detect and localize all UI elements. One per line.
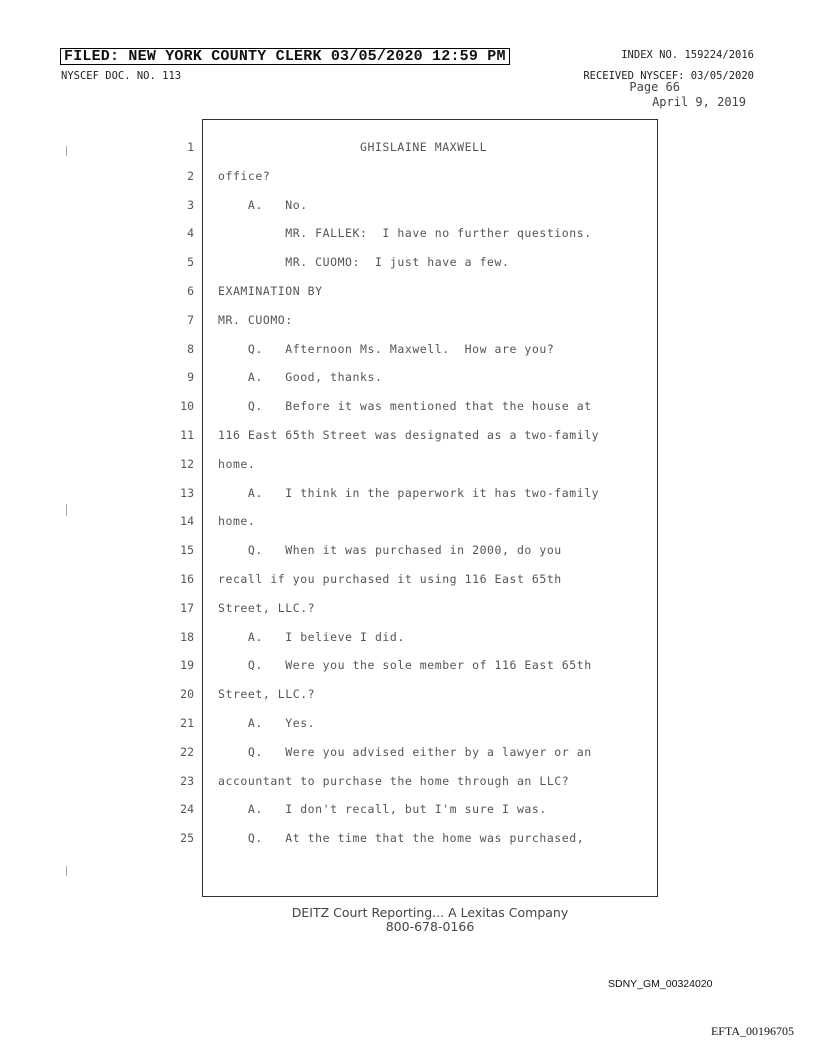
line-text: Q. Were you advised either by a lawyer or an	[218, 744, 592, 759]
index-number: INDEX NO. 159224/2016	[621, 49, 754, 61]
transcript-line	[0, 514, 816, 534]
line-number: 13	[180, 485, 194, 500]
filed-stamp: FILED: NEW YORK COUNTY CLERK 03/05/2020 12:59 PM	[60, 48, 510, 65]
transcript-date: April 9, 2019	[652, 95, 746, 109]
line-text: home.	[218, 514, 256, 529]
line-number: 14	[180, 514, 194, 529]
transcript-line	[0, 774, 816, 794]
line-number: 12	[180, 456, 194, 471]
line-number: 6	[187, 284, 194, 298]
line-text: 116 East 65th Street was designated as a two-family	[218, 428, 600, 442]
transcript-line	[0, 745, 816, 765]
line-number: 18	[180, 629, 194, 644]
transcript-line	[0, 572, 816, 592]
efta-number: EFTA_00196705	[710, 1024, 794, 1038]
line-text: GHISLAINE MAXWELL	[360, 140, 488, 154]
line-text: recall if you purchased it using 116 East 65th	[218, 572, 562, 586]
transcript-line	[0, 226, 816, 246]
line-number: 2	[187, 168, 194, 183]
margin-mark	[66, 146, 67, 156]
line-text: Q. Were you the sole member of 116 East 65th	[218, 658, 592, 673]
margin-mark	[66, 504, 67, 516]
line-number: 23	[180, 773, 194, 788]
line-number: 24	[180, 802, 194, 817]
transcript-line	[0, 601, 816, 621]
line-text: Street, LLC.?	[218, 600, 316, 615]
line-text: Q. Afternoon Ms. Maxwell. How are you?	[218, 341, 555, 356]
line-text: office?	[218, 168, 271, 183]
transcript-line	[0, 169, 816, 189]
page-number: Page 66	[629, 80, 680, 94]
line-text: A. I don't recall, but I'm sure I was.	[218, 802, 547, 817]
line-text: A. I believe I did.	[218, 629, 405, 644]
line-number: 9	[187, 370, 194, 385]
line-number: 15	[180, 543, 194, 558]
line-number: 8	[187, 341, 194, 356]
line-number: 22	[180, 744, 194, 759]
line-text: MR. CUOMO: I just have a few.	[218, 255, 510, 270]
transcript-line	[0, 198, 816, 218]
transcript-line	[0, 342, 816, 362]
line-text: A. No.	[218, 197, 308, 212]
transcript-line	[0, 687, 816, 707]
line-number: 4	[187, 226, 194, 241]
line-number: 17	[180, 600, 194, 615]
received-date: RECEIVED NYSCEF: 03/05/2020	[583, 70, 754, 82]
line-number: 5	[187, 255, 194, 270]
line-text: MR. CUOMO:	[218, 312, 293, 327]
transcript-line	[0, 716, 816, 736]
footer-company: DEITZ Court Reporting... A Lexitas Company	[291, 905, 569, 920]
transcript-line	[0, 313, 816, 333]
line-number: 25	[180, 831, 194, 846]
line-number: 10	[180, 399, 194, 414]
line-text: EXAMINATION BY	[218, 284, 323, 298]
line-text: home.	[218, 456, 256, 471]
line-text: Q. When it was purchased in 2000, do you	[218, 543, 562, 558]
margin-mark	[66, 866, 67, 876]
line-text: Q. At the time that the home was purchased,	[218, 831, 585, 846]
line-number: 20	[180, 687, 194, 702]
line-text: A. Yes.	[218, 716, 316, 730]
transcript-line	[0, 399, 816, 419]
transcript-line	[0, 140, 816, 160]
line-text: A. I think in the paperwork it has two-family	[218, 485, 600, 500]
transcript-line	[0, 486, 816, 506]
transcript-line	[0, 630, 816, 650]
transcript-line	[0, 428, 816, 448]
line-text: accountant to purchase the home through an LLC?	[218, 773, 570, 788]
transcript-line	[0, 284, 816, 304]
line-number: 19	[180, 658, 194, 673]
transcript-line	[0, 658, 816, 678]
line-number: 11	[180, 428, 194, 442]
footer-phone: 800-678-0166	[385, 919, 475, 934]
line-number: 3	[187, 197, 194, 212]
line-text: A. Good, thanks.	[218, 370, 383, 385]
page-header	[629, 80, 746, 110]
transcript-line	[0, 370, 816, 390]
transcript-line	[0, 802, 816, 822]
line-number: 16	[180, 572, 194, 586]
transcript-line	[0, 831, 816, 851]
line-text: Q. Before it was mentioned that the house at	[218, 399, 592, 414]
line-number: 7	[187, 312, 194, 327]
line-text: MR. FALLEK: I have no further questions.	[218, 226, 592, 241]
transcript-line	[0, 255, 816, 275]
nyscef-doc-number: NYSCEF DOC. NO. 113	[61, 70, 182, 82]
line-number: 21	[180, 716, 194, 730]
line-text: Street, LLC.?	[218, 687, 316, 702]
line-number: 1	[187, 140, 194, 154]
transcript-line	[0, 543, 816, 563]
transcript-line	[0, 457, 816, 477]
bates-number: SDNY_GM_00324020	[608, 978, 713, 990]
